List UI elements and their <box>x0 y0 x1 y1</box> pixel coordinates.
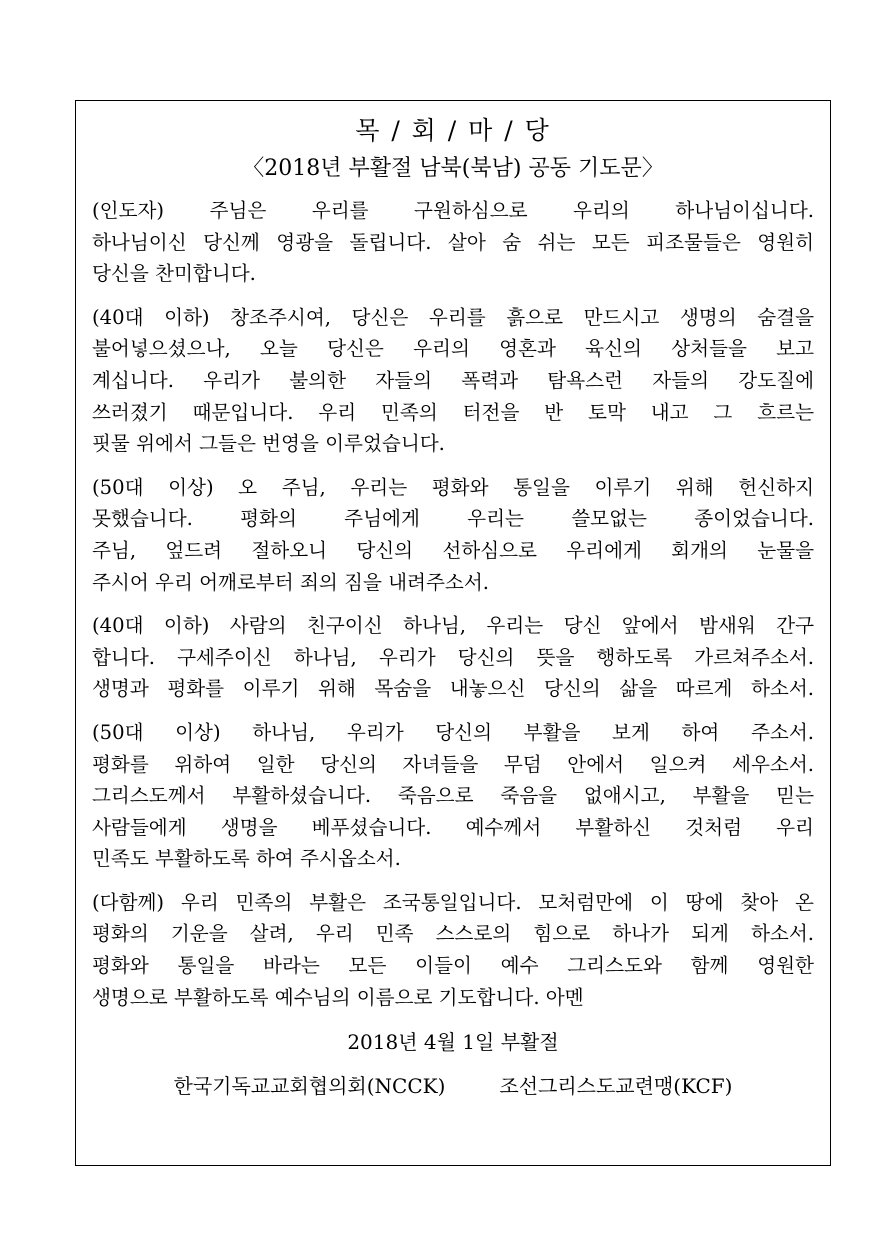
text-line: 불어넣으셨으나, 오늘 당신은 우리의 영혼과 육신의 상처들을 보고 <box>92 337 814 361</box>
text-line: 평화의 기운을 살려, 우리 민족 스스로의 힘으로 하나가 되게 하소서. <box>92 922 814 946</box>
signer-ncck: 한국기독교교회협의회(NCCK) <box>173 1074 446 1099</box>
text-line: 생명으로 부활하도록 예수님의 이름으로 기도합니다. 아멘 <box>92 985 584 1009</box>
text-line: 쓰러졌기 때문입니다. 우리 민족의 터전을 반 토막 내고 그 흐르는 <box>92 400 814 424</box>
text-line: 평화를 위하여 일한 당신의 자녀들을 무덤 안에서 일으켜 세우소서. <box>92 752 814 776</box>
signer-kcf: 조선그리스도교련맹(KCF) <box>499 1074 733 1099</box>
document-frame <box>75 100 831 1166</box>
signers <box>92 1071 814 1101</box>
paragraph-under-40-second <box>92 610 814 705</box>
text-line: (50대 이상) 하나님, 우리가 당신의 부활을 보게 하여 주소서. <box>92 720 814 744</box>
page-title: 목 / 회 / 마 / 당 <box>355 116 551 145</box>
text-line: 당신을 찬미합니다. <box>92 262 256 286</box>
paragraph-all-together <box>92 887 814 1013</box>
text-line: 주님, 엎드려 절하오니 당신의 선하심으로 우리에게 회개의 눈물을 <box>92 538 814 562</box>
text-line: 민족도 부활하도록 하여 주시옵소서. <box>92 847 401 871</box>
paragraph-under-40-first <box>92 302 814 460</box>
paragraph-over-50-second <box>92 717 814 875</box>
text-line: 사람들에게 생명을 베푸셨습니다. 예수께서 부활하신 것처럼 우리 <box>92 815 814 839</box>
text-line: 합니다. 구세주이신 하나님, 우리가 당신의 뜻을 행하도록 가르쳐주소서. <box>92 645 814 669</box>
text-line: (다함께) 우리 민족의 부활은 조국통일입니다. 모처럼만에 이 땅에 찾아 온 <box>92 890 814 914</box>
paragraph-leader <box>92 195 814 290</box>
page-subtitle: 〈2018년 부활절 남북(북남) 공동 기도문〉 <box>242 156 664 181</box>
paragraph-over-50-first <box>92 472 814 598</box>
text-line: (40대 이하) 창조주시여, 당신은 우리를 흙으로 만드시고 생명의 숨결을 <box>92 305 814 329</box>
text-line: 하나님이신 당신께 영광을 돌립니다. 살아 숨 쉬는 모든 피조물들은 영원히 <box>92 230 814 254</box>
text-line: 주시어 우리 어깨로부터 죄의 짐을 내려주소서. <box>92 570 489 594</box>
text-line: 그리스도께서 부활하셨습니다. 죽음으로 죽음을 없애시고, 부활을 믿는 <box>92 784 814 808</box>
text-line: 못했습니다. 평화의 주님에게 우리는 쓸모없는 종이었습니다. <box>92 507 814 531</box>
text-line: (40대 이하) 사람의 친구이신 하나님, 우리는 당신 앞에서 밤새워 간구 <box>92 614 814 638</box>
prayer-date: 2018년 4월 1일 부활절 <box>347 1030 559 1055</box>
text-line: 생명과 평화를 이루기 위해 목숨을 내놓으신 당신의 삶을 따르게 하소서. <box>92 677 814 701</box>
text-line: 핏물 위에서 그들은 번영을 이루었습니다. <box>92 432 445 456</box>
text-line: (인도자) 주님은 우리를 구원하심으로 우리의 하나님이십니다. <box>92 199 814 222</box>
text-line: (50대 이상) 오 주님, 우리는 평화와 통일을 이루기 위해 헌신하지 <box>92 475 814 499</box>
text-line: 계십니다. 우리가 불의한 자들의 폭력과 탐욕스런 자들의 강도질에 <box>92 368 814 392</box>
text-line: 평화와 통일을 바라는 모든 이들이 예수 그리스도와 함께 영원한 <box>92 954 814 978</box>
